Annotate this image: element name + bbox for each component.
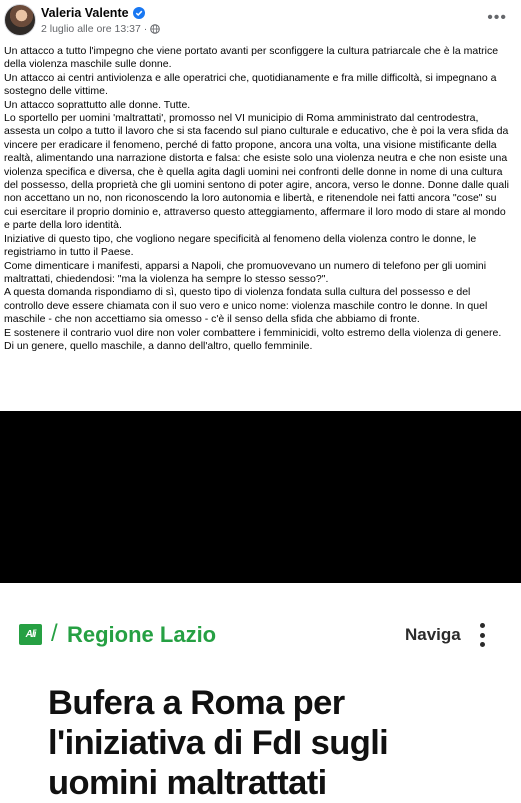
naviga-button[interactable]: Naviga [405,625,461,644]
more-options-icon[interactable]: ••• [487,9,507,26]
site-logo [19,624,42,645]
shared-article-image[interactable] [0,583,521,801]
post-date[interactable]: 2 luglio alle ore 13:37 · [41,23,148,35]
post-paragraph: Lo sportello per uomini 'maltrattati', promosso nel VI municipio di Roma amministrato dal centrodestra, assesta un colpo a tutto il lavoro che si sta facendo sul piano culturale e educativo, che è poi la vera sfida da vincere per eradicare il fenomeno, perché di fatto propone, ancora una volta, una visione mistificante della realtà, alimentando una narrazione distorta e falsa: che esiste solo una violenza neutra e che non esiste una violenza specifica e diversa, che è quella agita dagli uomini nei confronti delle donne in nome di una cultura del possesso, della proprietà che gli uomini sentono di poter agire, ancora, verso le donne. Donne dalle quali non accettano un no, non riconoscendo la loro autonomia e libertà, e ritenendole nei fatti ancora "cose" su cui esercitare il proprio dominio e, attraverso questo atteggiamento, affermare il loro modo di stare al mondo e parte della loro identità. [4,112,509,232]
site-slash: / [51,620,58,647]
author-name[interactable]: Valeria Valente [41,6,129,20]
post-paragraph: A questa domanda rispondiamo di sì, questo tipo di violenza fondata sulla cultura del possesso e del controllo deve essere chiamata con il suo vero e unico nome: violenza maschile contro le donne. In quel maschile - che non accettiamo sia omesso - c'è il senso della sfida che abbiamo di fronte. [4,286,488,326]
post-paragraph: Un attacco a tutto l'impegno che viene portato avanti per sconfiggere la cultura patriarcale che è la matrice della violenza maschile sulle donne. [4,45,499,71]
post-paragraph: Di un genere, quello maschile, a danno dell'altro, quello femminile. [4,339,313,352]
post-paragraph: Come dimenticare i manifesti, apparsi a Napoli, che promuovevano un numero di telefono per gli uomini maltrattati, chiedendosi: "ma la violenza ha sempre lo stesso sesso?". [4,259,487,285]
site-logo-text: Ali [25,629,36,640]
article-headline: Bufera a Roma per l'iniziativa di FdI sugli uomini maltrattati [48,684,389,802]
kebab-menu-icon[interactable] [478,623,486,647]
site-header [0,583,521,673]
site-name: Regione Lazio [67,622,217,647]
verified-badge-icon [133,7,145,19]
post-meta [41,23,160,35]
avatar[interactable] [4,4,36,36]
image-black-band [0,411,521,583]
post-paragraph: Un attacco ai centri antiviolenza e alle operatrici che, quotidianamente e fra mille difficoltà, si impegnano a sostegno delle vittime. [4,71,497,98]
post-text [4,45,512,353]
globe-icon [150,24,160,34]
post-header [0,0,521,42]
post-paragraph: E sostenere il contrario vuol dire non voler combattere i femminicidi, volto estremo della violenza di genere. [4,326,502,339]
post-paragraph: Un attacco soprattutto alle donne. Tutte. [4,98,191,111]
post-paragraph: Iniziative di questo tipo, che vogliono negare specificità al fenomeno della violenza contro le donne, le registriamo in tutto il Paese. [4,232,477,259]
author-name-row [41,6,145,20]
